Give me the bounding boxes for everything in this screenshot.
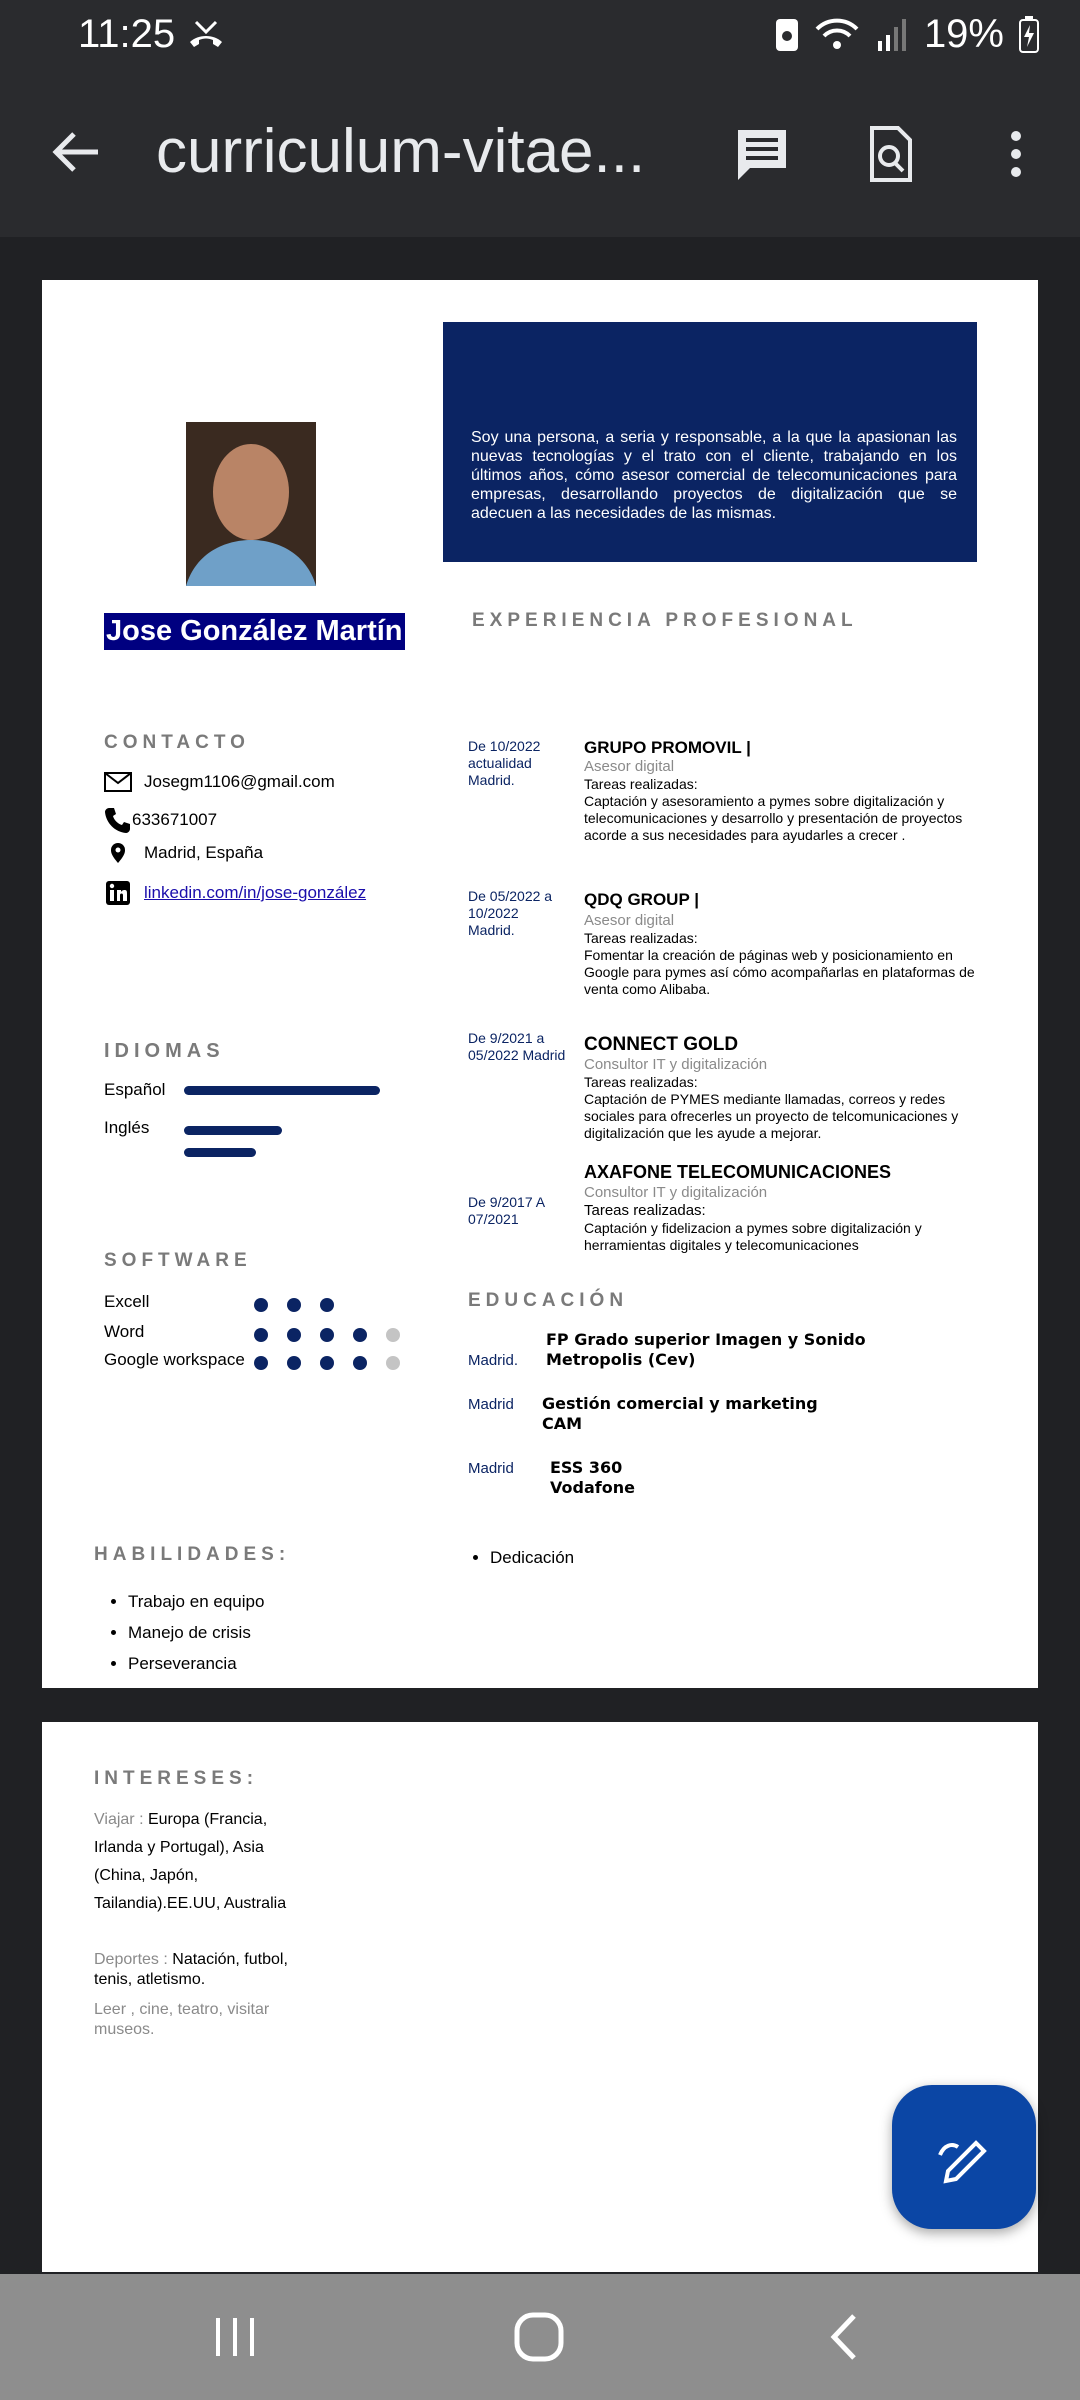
experience-role: Consultor IT y digitalización bbox=[584, 1184, 768, 1201]
edit-fab-button[interactable] bbox=[892, 2085, 1036, 2229]
linkedin-link[interactable]: linkedin.com/in/jose-gonzález bbox=[144, 883, 367, 902]
envelope-icon bbox=[104, 772, 132, 792]
experience-role: Asesor digital bbox=[584, 912, 675, 929]
language-english-bar bbox=[184, 1126, 282, 1135]
system-nav-bar bbox=[0, 2274, 1080, 2400]
email-text: Josegm1106@gmail.com bbox=[144, 772, 335, 791]
status-bar bbox=[0, 0, 1080, 72]
experience-tasks: Captación de PYMES mediante llamadas, correos y redes sociales para ofrecerles un proyecto de telcomunicaciones y digitalización que les ayude a mejorar. bbox=[584, 1091, 959, 1141]
education-heading: EDUCACIÓN bbox=[468, 1290, 629, 1311]
wifi-icon bbox=[814, 17, 860, 53]
document-page-1 bbox=[42, 280, 1038, 1688]
rating-dot bbox=[254, 1328, 268, 1342]
experience-tasks: Captación y fidelizacion a pymes sobre digitalización y herramientas digitales y telecomunicaciones bbox=[584, 1220, 922, 1253]
back-arrow-icon[interactable] bbox=[48, 124, 104, 180]
app-bar bbox=[0, 72, 1080, 237]
language-spanish-bar bbox=[184, 1086, 380, 1095]
more-options-icon[interactable] bbox=[986, 124, 1046, 184]
rating-dot bbox=[320, 1356, 334, 1370]
education-city: Madrid bbox=[468, 1396, 514, 1413]
missed-call-icon bbox=[186, 16, 226, 56]
software-google-workspace: Google workspace bbox=[104, 1350, 245, 1369]
contact-heading: CONTACTO bbox=[104, 732, 250, 753]
rating-dot bbox=[287, 1356, 301, 1370]
software-excel: Excell bbox=[104, 1292, 150, 1311]
experience-date: De 05/2022 a 10/2022 Madrid. bbox=[468, 888, 553, 938]
list-item: • Manejo de crisis bbox=[128, 1623, 264, 1643]
location-text: Madrid, España bbox=[144, 843, 264, 862]
rating-dot bbox=[353, 1328, 367, 1342]
contact-phone bbox=[104, 806, 217, 834]
experience-tasks-label: Tareas realizadas: bbox=[584, 1202, 706, 1219]
language-english: Inglés bbox=[104, 1118, 150, 1137]
experience-company: GRUPO PROMOVIL | bbox=[584, 738, 751, 757]
rating-dot bbox=[254, 1356, 268, 1370]
interest-travel-text: Europa (Francia, Irlanda y Portugal), Asia (China, Japón, Tailandia).EE.UU, Australia bbox=[94, 1811, 287, 1912]
interest-other: Leer , cine, teatro, visitar museos. bbox=[94, 2001, 270, 2038]
profile-photo bbox=[186, 422, 316, 586]
education-title: Gestión comercial y marketing bbox=[542, 1394, 818, 1413]
software-word: Word bbox=[104, 1322, 145, 1341]
experience-tasks-label: Tareas realizadas: bbox=[584, 1074, 698, 1090]
skills-heading: HABILIDADES: bbox=[94, 1544, 291, 1565]
skills-list-right bbox=[466, 1548, 574, 1579]
recent-apps-icon[interactable] bbox=[210, 2312, 260, 2362]
list-item: • Trabajo en equipo bbox=[128, 1592, 264, 1612]
experience-tasks: Fomentar la creación de páginas web y posicionamiento en Google para pymes así cómo acompañarlas en plataformas de venta como Alibaba. bbox=[584, 947, 975, 997]
profile-summary: Soy una persona, a seria y responsable, a la que la apasionan las nuevas tecnologías y el trato con el cliente, trabajando en los últimos años, cómo asesor comercial de telecomunicaciones para empresas, desarrollando proyectos de digitalización que se adecuen a las necesidades de las mismas. bbox=[443, 322, 977, 562]
edit-pen-icon bbox=[892, 2085, 1036, 2229]
experience-date: De 9/2021 a 05/2022 Madrid bbox=[468, 1030, 566, 1063]
rating-dot bbox=[353, 1356, 367, 1370]
interest-travel bbox=[94, 1806, 294, 1918]
rating-dot bbox=[254, 1298, 268, 1312]
linkedin-icon bbox=[104, 880, 132, 906]
experience-date: De 10/2022 actualidad Madrid. bbox=[468, 738, 541, 788]
interest-sports-text: Natación, futbol, tenis, atletismo. bbox=[94, 1951, 288, 1988]
experience-date: De 9/2017 A 07/2021 bbox=[468, 1194, 545, 1227]
status-icons bbox=[774, 12, 1040, 57]
experience-tasks: Captación y asesoramiento a pymes sobre digitalización y telecomunicaciones y desarrollo y presentación de proyectos acorde a sus necesidades para ayudarles a crecer . bbox=[584, 793, 963, 843]
phone-text: 633671007 bbox=[132, 810, 218, 829]
rating-dot bbox=[287, 1328, 301, 1342]
interest-travel-label: Viajar : bbox=[94, 1811, 144, 1828]
rating-dot bbox=[320, 1328, 334, 1342]
education-city: Madrid bbox=[468, 1460, 514, 1477]
contact-linkedin bbox=[104, 880, 366, 906]
software-heading: SOFTWARE bbox=[104, 1250, 252, 1271]
education-title: FP Grado superior Imagen y Sonido bbox=[546, 1330, 866, 1349]
comment-icon[interactable] bbox=[732, 124, 792, 184]
rating-dot bbox=[386, 1356, 400, 1370]
location-pin-icon bbox=[104, 842, 132, 864]
language-spanish: Español bbox=[104, 1080, 166, 1099]
back-nav-icon[interactable] bbox=[820, 2312, 870, 2362]
battery-charging-icon bbox=[1018, 16, 1040, 54]
list-item: • Dedicación bbox=[490, 1548, 574, 1568]
languages-heading: IDIOMAS bbox=[104, 1040, 225, 1062]
education-school: CAM bbox=[542, 1414, 583, 1433]
education-city: Madrid. bbox=[468, 1352, 519, 1369]
interests-heading: INTERESES: bbox=[94, 1768, 259, 1789]
experience-role: Consultor IT y digitalización bbox=[584, 1056, 768, 1073]
find-in-document-icon[interactable] bbox=[860, 124, 920, 184]
language-english-bar-2 bbox=[184, 1148, 256, 1157]
education-title: ESS 360 bbox=[550, 1458, 623, 1477]
rating-dot bbox=[320, 1298, 334, 1312]
experience-role: Asesor digital bbox=[584, 758, 675, 775]
document-title: curriculum-vitae... bbox=[156, 117, 646, 186]
experience-tasks-label: Tareas realizadas: bbox=[584, 776, 698, 792]
signal-icon bbox=[874, 17, 910, 53]
phone-icon bbox=[104, 806, 132, 834]
experience-tasks-label: Tareas realizadas: bbox=[584, 930, 698, 946]
experience-company: QDQ GROUP | bbox=[584, 890, 699, 909]
education-school: Vodafone bbox=[550, 1478, 635, 1497]
rating-dot bbox=[386, 1328, 400, 1342]
rating-dot bbox=[287, 1298, 301, 1312]
contact-email bbox=[104, 772, 335, 792]
interest-sports-label: Deportes : bbox=[94, 1951, 168, 1968]
contact-location bbox=[104, 842, 263, 864]
home-icon[interactable] bbox=[512, 2310, 566, 2364]
skills-list bbox=[104, 1592, 264, 1685]
candidate-name: Jose González Martín bbox=[104, 613, 405, 650]
list-item: • Perseverancia bbox=[128, 1654, 264, 1674]
document-page-2 bbox=[42, 1722, 1038, 2272]
experience-company: CONNECT GOLD bbox=[584, 1034, 739, 1055]
experience-heading: EXPERIENCIA PROFESIONAL bbox=[472, 610, 858, 631]
education-school: Metropolis (Cev) bbox=[546, 1350, 696, 1369]
experience-company: AXAFONE TELECOMUNICACIONES bbox=[584, 1162, 892, 1182]
interest-sports bbox=[94, 1950, 294, 1990]
battery-percent: 19% bbox=[923, 12, 1004, 56]
status-time: 11:25 bbox=[78, 12, 176, 56]
sim-icon bbox=[774, 17, 800, 53]
